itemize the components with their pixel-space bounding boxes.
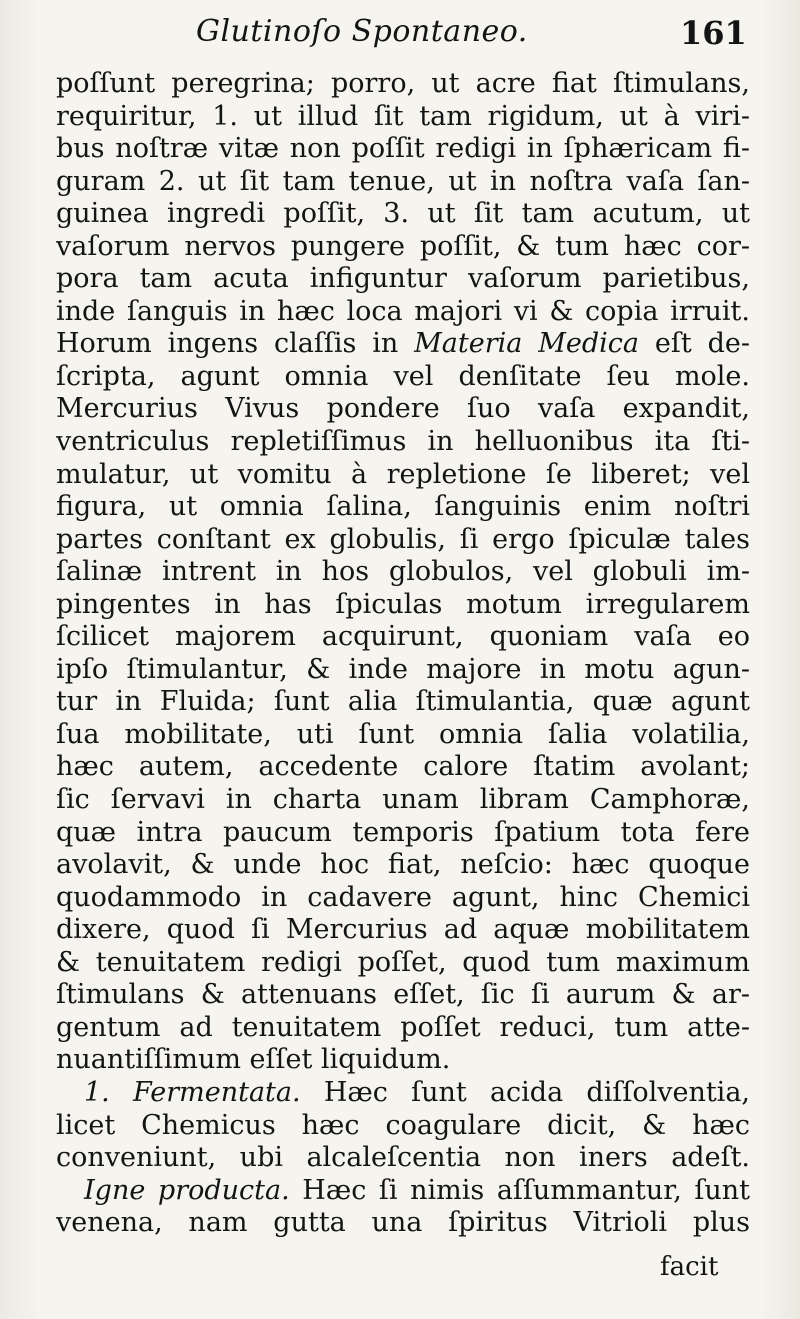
text-line: mulatur, ut vomitu à repletione ſe liberet; vel [56,458,750,490]
book-title-materia-medica: Materia Medica [414,328,640,360]
text-line: ſtimulans & attenuans eſſet, ſic ſi aurum & ar- [56,979,750,1011]
text-line: guinea ingredi poſſit, 3. ut ſit tam acutum, ut [56,198,750,230]
text-line: guram 2. ut ſit tam tenue, ut in noſtra vaſa ſan- [56,165,750,197]
text-line: quæ intra paucum temporis ſpatium tota fere [56,816,750,848]
text-line: ſalinæ intrent in hos globulos, vel globuli im- [56,556,750,588]
text-line: nuantiſſimum eſſet liquidum. [56,1044,451,1076]
text-line: bus noſtræ vitæ non poſſit redigi in ſphæricam fi- [56,133,750,165]
text-fragment: Hæc ſi nimis aſſummantur, ſunt [289,1174,750,1206]
text-fragment: Horum ingens claſſis in [56,328,415,360]
text-line: gentum ad tenuitatem poſſet reduci, tum atte- [56,1011,750,1043]
text-line: Mercurius Vivus pondere ſuo vaſa expandit, [56,393,750,425]
text-line: licet Chemicus hæc coagulare dicit, & hæc [56,1109,750,1141]
text-line: ſcilicet majorem acquirunt, quoniam vaſa eo [56,621,750,653]
text-line: venena, nam gutta una ſpiritus Vitrioli plus [56,1207,750,1239]
page-number: 161 [680,14,747,52]
text-line: avolavit, & unde hoc fiat, neſcio: hæc quoque [56,849,750,881]
text-line: tur in Fluida; ſunt alia ſtimulantia, quæ agunt [56,686,750,718]
catchword: facit [660,1252,719,1282]
text-line: partes conſtant ex globulis, ſi ergo ſpiculæ tales [56,523,750,555]
text-line: inde ſanguis in hæc loca majori vi & copia irruit. [56,295,750,327]
text-line: hæc autem, accedente calore ſtatim avolant; [56,751,750,783]
text-line [56,328,750,361]
text-line: dixere, quod ſi Mercurius ad aquæ mobilitatem [56,914,750,946]
text-fragment: eſt de- [639,328,750,360]
text-line: ſcripta, agunt omnia vel denſitate ſeu mole. [56,360,750,392]
running-title: Glutinoſo Spontaneo. [196,14,528,49]
text-line: ſic ſervavi in charta unam libram Camphoræ, [56,784,750,816]
text-line: requiritur, 1. ut illud ſit tam rigidum, ut à viri- [56,100,750,132]
text-line: ventriculus repletiſſimus in helluonibus ita ſti- [56,426,750,458]
text-fragment: Hæc ſunt acida diſſolventia, [300,1076,750,1108]
text-line: vaſorum nervos pungere poſſit, & tum hæc cor- [56,230,750,262]
section-label-fermentata: 1. Fermentata. [84,1076,301,1108]
text-line: quodammodo in cadavere agunt, hinc Chemici [56,881,750,913]
text-line [56,1175,750,1208]
body-text [56,68,750,1240]
section-label-igne-producta: Igne producta. [84,1174,290,1206]
text-line [56,1077,750,1110]
text-line: figura, ut omnia ſalina, ſanguinis enim noſtri [56,491,750,523]
text-line: poſſunt peregrina; porro, ut acre fiat ſtimulans, [56,68,750,99]
text-line: pora tam acuta infiguntur vaſorum parietibus, [56,263,750,295]
text-line: ſua mobilitate, uti ſunt omnia ſalia volatilia, [56,718,750,750]
text-line: ipſo ſtimulantur, & inde majore in motu agun- [56,653,750,685]
text-line: conveniunt, ubi alcaleſcentia non iners adeſt. [56,1142,750,1174]
text-line: pingentes in has ſpiculas motum irregularem [56,588,750,620]
text-line: & tenuitatem redigi poſſet, quod tum maximum [56,946,750,978]
